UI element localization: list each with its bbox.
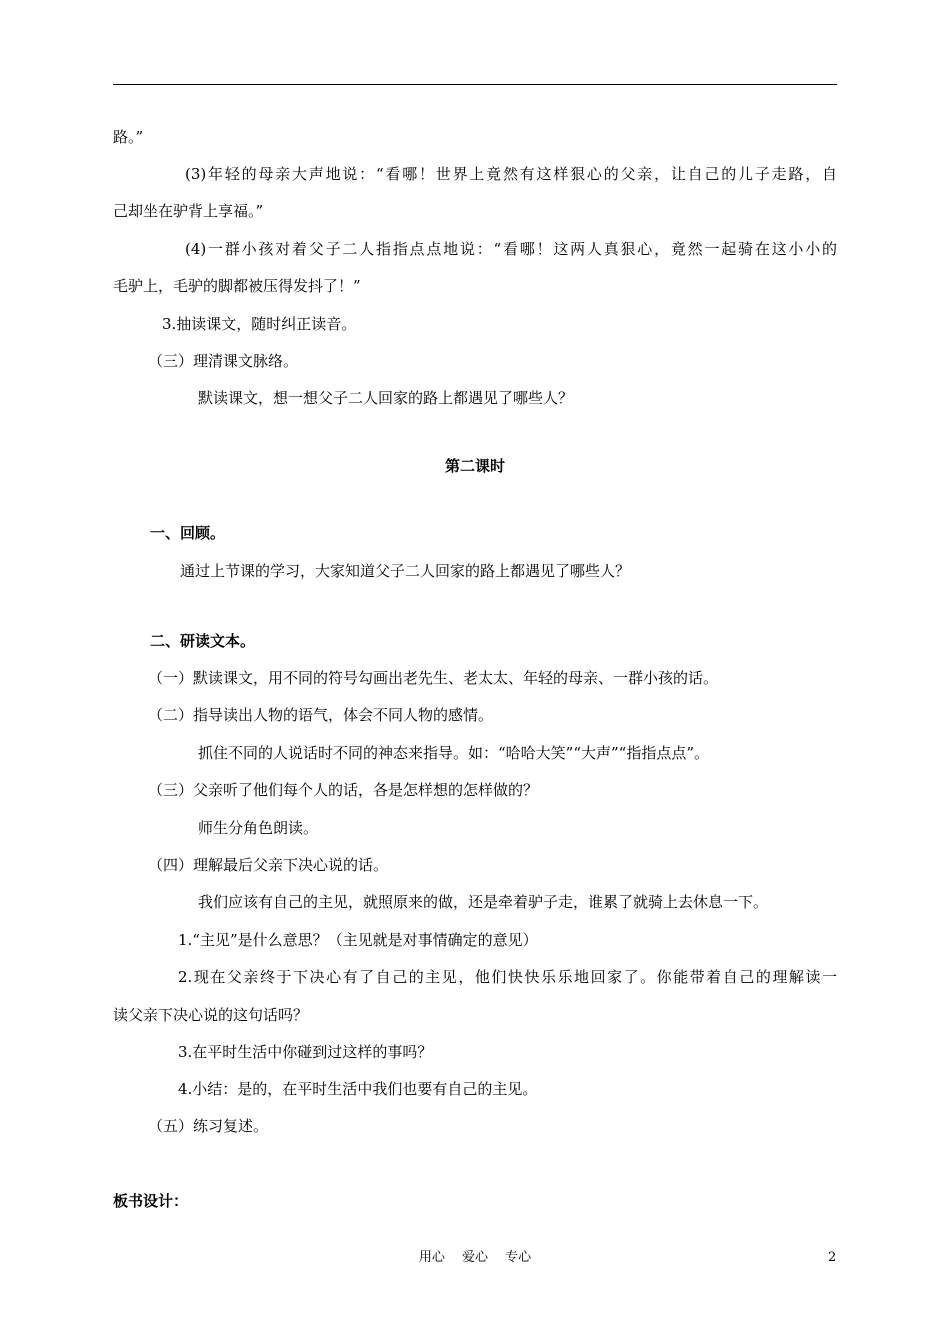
section-heading-3: （三）理清课文脉络。 (148, 352, 299, 370)
header-rule (113, 84, 837, 85)
step-1: （一）默读课文，用不同的符号勾画出老先生、老太太、年轻的母亲、一群小孩的话。 (148, 669, 719, 687)
question-1: 1.“主见”是什么意思？（主见就是对事情确定的意见） (178, 931, 538, 949)
body-line-17: 师生分角色朗读。 (198, 819, 319, 837)
body-line-5: 毛驴上，毛驴的脚都被压得发抖了！” (113, 277, 361, 295)
step-3: （三）父亲听了他们每个人的话，各是怎样想的怎样做的？ (148, 781, 539, 799)
part-heading-review: 一、回顾。 (150, 524, 226, 542)
body-line-3: 己却坐在驴背上享福。” (113, 202, 264, 220)
question-2: 2.现在父亲终于下决心有了自己的主见，他们快快乐乐地回家了。你能带着自己的理解读一 (178, 968, 837, 986)
part-heading-study: 二、研读文本。 (150, 632, 256, 650)
body-line-6: 3.抽读课文，随时纠正读音。 (162, 315, 357, 333)
body-line-15: 抓住不同的人说话时不同的神态来指导。如：“哈哈大笑”“大声”“指指点点”。 (198, 744, 710, 762)
step-4: （四）理解最后父亲下决心说的话。 (148, 856, 389, 874)
body-line-4: (4)一群小孩对着父子二人指指点点地说：“看哪！这两人真狠心，竟然一起骑在这小小的 (185, 240, 837, 258)
summary-line: 4.小结：是的，在平时生活中我们也要有自己的主见。 (178, 1080, 538, 1098)
page-number: 2 (828, 1250, 837, 1265)
body-line-8: 默读课文，想一想父子二人回家的路上都遇见了哪些人？ (198, 389, 574, 407)
step-2: （二）指导读出人物的语气，体会不同人物的感情。 (148, 706, 494, 724)
step-5: （五）练习复述。 (148, 1117, 269, 1135)
body-line-2: (3)年轻的母亲大声地说：“看哪！世界上竟然有这样狠心的父亲，让自己的儿子走路，自 (185, 165, 837, 183)
body-line-19: 我们应该有自己的主见，就照原来的做，还是牵着驴子走，谁累了就骑上去休息一下。 (198, 893, 769, 911)
footer-motto: 用心 爱心 专心 (418, 1250, 532, 1265)
body-line-22: 读父亲下决心说的这句话吗？ (113, 1006, 309, 1024)
body-line-11: 通过上节课的学习，大家知道父子二人回家的路上都遇见了哪些人？ (180, 562, 631, 580)
question-3: 3.在平时生活中你碰到过这样的事吗？ (178, 1043, 433, 1061)
board-design-heading: 板书设计： (113, 1192, 189, 1210)
body-line-1: 路。” (113, 128, 144, 146)
lesson-title: 第二课时 (444, 457, 505, 475)
